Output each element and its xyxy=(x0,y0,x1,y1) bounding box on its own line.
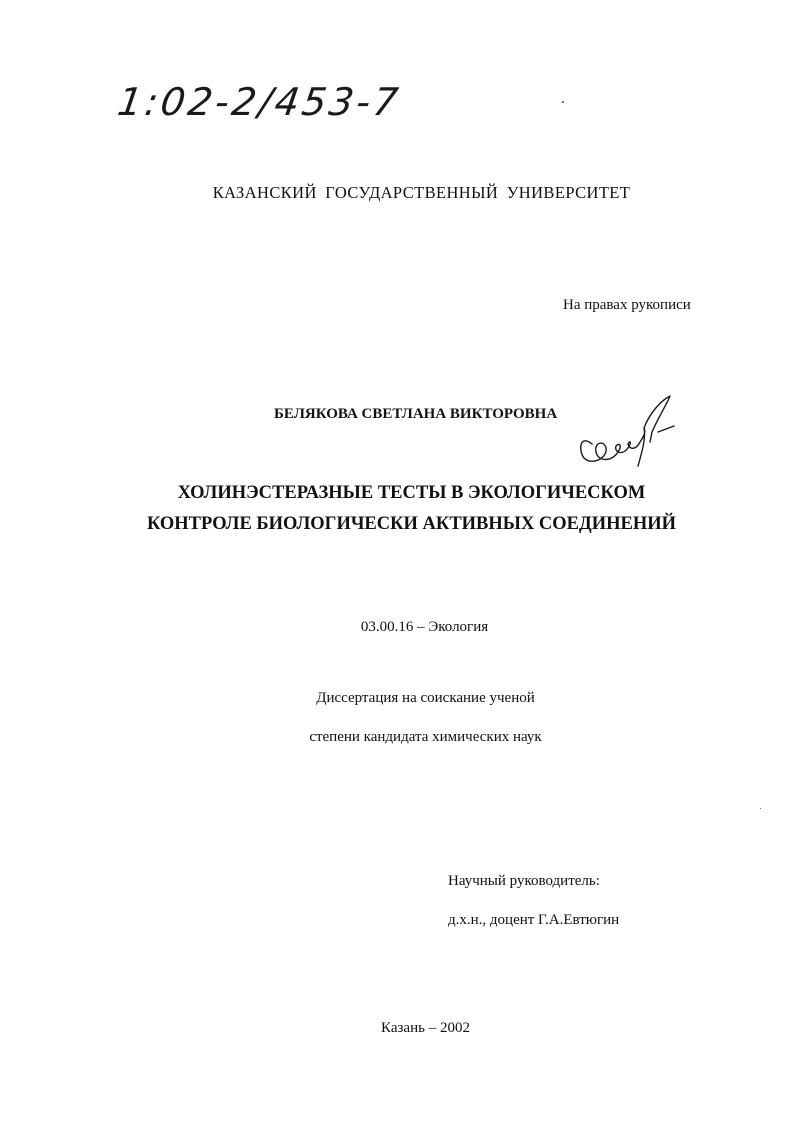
author-signature xyxy=(572,392,687,482)
handwritten-archive-number: 1:02-2/453-7 xyxy=(114,80,404,124)
university-name: КАЗАНСКИЙ ГОСУДАРСТВЕННЫЙ УНИВЕРСИТЕТ xyxy=(212,183,631,202)
manuscript-note: На правах рукописи xyxy=(563,297,691,313)
supervisor-name: д.х.н., доцент Г.А.Евтюгин xyxy=(448,912,620,928)
specialty-code: 03.00.16 – Экология xyxy=(360,619,489,635)
dissertation-type-line-1: Диссертация на соискание ученой xyxy=(316,690,535,706)
city-and-year: Казань – 2002 xyxy=(381,1020,470,1036)
scan-speck xyxy=(760,808,761,809)
title-line-1: ХОЛИНЭСТЕРАЗНЫЕ ТЕСТЫ В ЭКОЛОГИЧЕСКОМ xyxy=(177,483,646,503)
scan-speck xyxy=(562,101,564,103)
dissertation-title xyxy=(0,478,793,540)
dissertation-type-line-2: степени кандидата химических наук xyxy=(309,729,542,745)
title-line-2: КОНТРОЛЕ БИОЛОГИЧЕСКИ АКТИВНЫХ СОЕДИНЕНИЙ xyxy=(146,514,677,534)
supervisor-label: Научный руководитель: xyxy=(448,873,600,889)
author-name: БЕЛЯКОВА СВЕТЛАНА ВИКТОРОВНА xyxy=(274,406,558,422)
